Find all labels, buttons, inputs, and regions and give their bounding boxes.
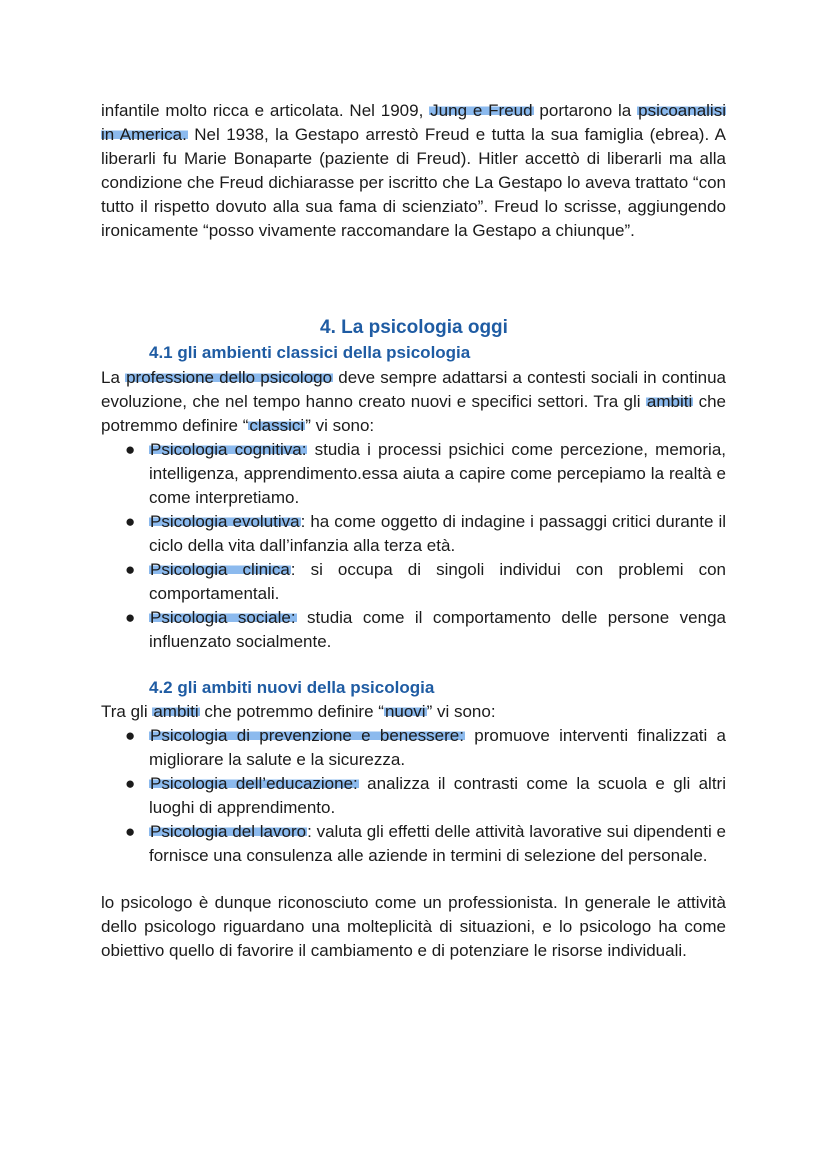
classic-fields-list bbox=[0, 438, 726, 654]
text: : valuta gli effetti delle attività lavorative sui dipendenti e fornisce una consulenza alle aziende in termini di selezione del personale. bbox=[149, 822, 727, 865]
sub2-paragraph bbox=[101, 700, 726, 724]
text: ” vi sono: bbox=[426, 702, 496, 721]
text: La bbox=[101, 368, 126, 387]
list-item bbox=[0, 724, 726, 772]
list-item bbox=[0, 510, 726, 558]
highlight: Psicologia cognitiva: bbox=[150, 440, 307, 459]
new-fields-list bbox=[0, 724, 726, 868]
highlight: professione dello psicologo bbox=[126, 368, 333, 387]
bullet-icon: ● bbox=[125, 608, 136, 627]
text: portarono la bbox=[533, 101, 638, 120]
text: studia come il comportamento delle persone venga influenzato socialmente. bbox=[149, 608, 726, 651]
highlight: classici bbox=[249, 416, 305, 435]
highlight: ambiti bbox=[646, 392, 693, 411]
highlight: nuovi bbox=[384, 702, 426, 721]
text: che potremmo definire “ bbox=[101, 392, 726, 435]
bullet-icon: ● bbox=[125, 560, 136, 579]
section-heading: 4. La psicologia oggi bbox=[320, 317, 508, 338]
subsection-heading-4-1: 4.1 gli ambienti classici della psicologia bbox=[149, 343, 471, 362]
highlight: Psicologia di prevenzione e benessere: bbox=[150, 726, 464, 745]
text: Nel 1938, la Gestapo arrestò Freud e tutta la sua famiglia (ebrea). A liberarli fu Marie Bonaparte (paziente di Freud). Hitler accettò di liberarli ma alla condizione che Freud dichiarasse per iscritto che La Gestapo lo aveva trattato “con tutto il rispetto dovuto alla sua fama di scienziato”. Freud lo scrisse, aggiungendo ironicamente “posso vivamente raccomandare la Gestapo a chiunque”. bbox=[101, 125, 726, 240]
sub1-paragraph bbox=[101, 366, 726, 438]
list-item bbox=[0, 438, 726, 510]
highlight: Psicologia evolutiva bbox=[150, 512, 300, 531]
text: promuove interventi finalizzati a migliorare la salute e la sicurezza. bbox=[149, 726, 726, 769]
bullet-icon: ● bbox=[125, 726, 136, 745]
text: che potremmo definire “ bbox=[199, 702, 384, 721]
text: deve sempre adattarsi a contesti sociali in continua evoluzione, che nel tempo hanno creato nuovi e specifici settori. Tra gli bbox=[101, 368, 726, 411]
list-item bbox=[0, 558, 726, 606]
highlight: Psicologia sociale: bbox=[150, 608, 296, 627]
bullet-icon: ● bbox=[125, 822, 136, 841]
text: analizza il contrasti come la scuola e gli altri luoghi di apprendimento. bbox=[149, 774, 726, 817]
highlight: Psicologia dell’educazione: bbox=[150, 774, 358, 793]
text: studia i processi psichici come percezione, memoria, intelligenza, apprendimento.essa aiuta a capire come percepiamo la realtà e come interpretiamo. bbox=[149, 440, 726, 507]
text: : si occupa di singoli individui con problemi con comportamentali. bbox=[149, 560, 727, 603]
bullet-icon: ● bbox=[125, 774, 136, 793]
intro-paragraph bbox=[101, 99, 726, 243]
list-item bbox=[0, 772, 726, 820]
list-item bbox=[0, 606, 726, 654]
highlight: Psicologia del lavoro bbox=[150, 822, 307, 841]
list-item bbox=[0, 820, 726, 868]
text: infantile molto ricca e articolata. Nel 1909, bbox=[101, 101, 430, 120]
highlight: ambiti bbox=[153, 702, 199, 721]
text: Tra gli bbox=[101, 702, 153, 721]
bullet-icon: ● bbox=[125, 440, 136, 459]
highlight: Jung e Freud bbox=[430, 101, 533, 120]
text: ” vi sono: bbox=[305, 416, 375, 435]
text: : ha come oggetto di indagine i passaggi critici durante il ciclo della vita dall’infanzia alla terza età. bbox=[149, 512, 726, 555]
highlight: Psicologia clinica bbox=[150, 560, 290, 579]
subsection-heading-4-2: 4.2 gli ambiti nuovi della psicologia bbox=[149, 678, 435, 697]
highlight: psicoanalisi in America. bbox=[101, 101, 726, 144]
bullet-icon: ● bbox=[125, 512, 136, 531]
closing-paragraph: lo psicologo è dunque riconosciuto come un professionista. In generale le attività dello psicologo riguardano una molteplicità di situazioni, e lo psicologo ha come obiettivo quello di favorire il cambiamento e di potenziare le risorse individuali. bbox=[101, 893, 726, 960]
